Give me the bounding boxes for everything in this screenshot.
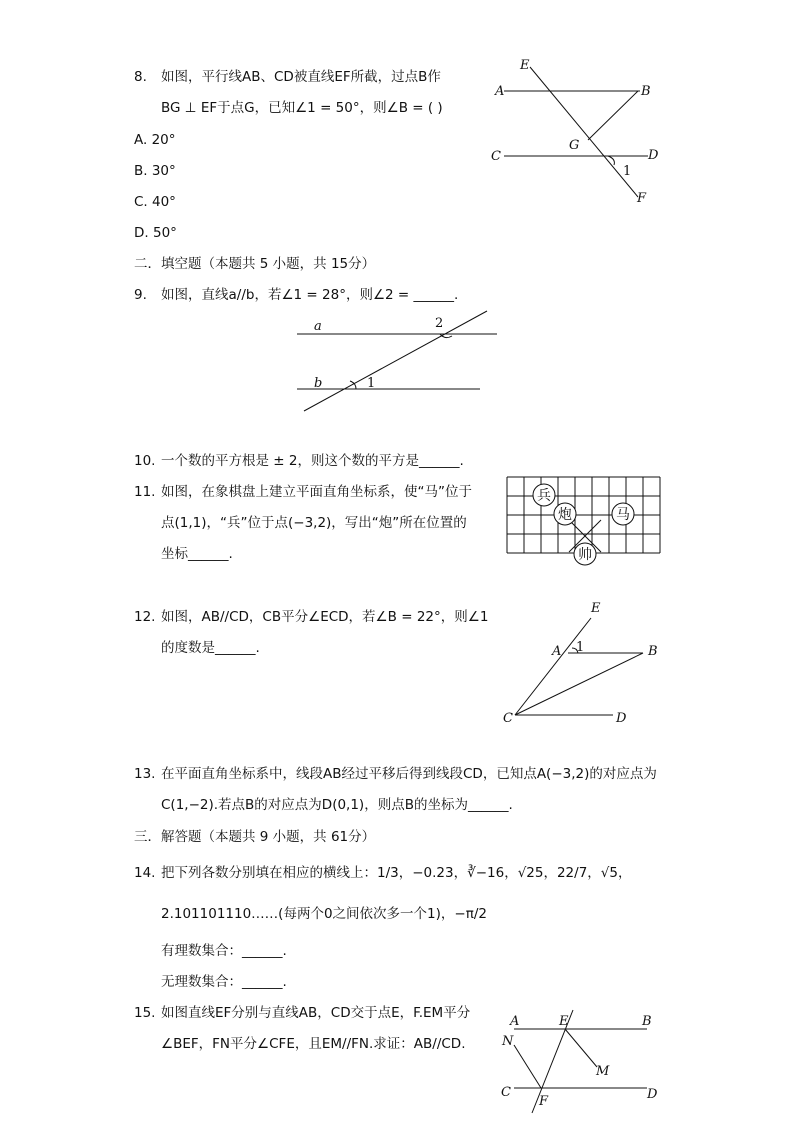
section2-heading: 二．填空题（本题共 5 小题，共 15分） bbox=[134, 256, 376, 272]
q11-text-line1: 如图，在象棋盘上建立平面直角坐标系，使“马”位于 bbox=[161, 484, 472, 500]
q8-label-a: A bbox=[495, 84, 505, 99]
q9-label-b: b bbox=[314, 376, 323, 391]
q11-number: 11. bbox=[134, 484, 156, 500]
q15-label-e: E bbox=[559, 1014, 569, 1029]
piece-pao bbox=[554, 503, 576, 525]
q15-label-c: C bbox=[501, 1085, 511, 1100]
piece-shuai-label: 帅 bbox=[578, 547, 592, 563]
piece-shuai bbox=[574, 543, 596, 565]
q15-label-f: F bbox=[539, 1094, 549, 1109]
q8-label-f: F bbox=[637, 191, 647, 206]
q9-label-2: 2 bbox=[435, 316, 444, 331]
q8-label-d: D bbox=[648, 148, 659, 163]
q9-text: 如图，直线a//b，若∠1 = 28°，则∠2 = ______. bbox=[161, 287, 459, 303]
q12-figure bbox=[495, 598, 670, 728]
q12-text-line1: 如图，AB//CD，CB平分∠ECD，若∠B = 22°，则∠1 bbox=[161, 609, 489, 625]
q12-label-d: D bbox=[616, 711, 627, 726]
q8-option-d: D. 50° bbox=[134, 225, 177, 241]
q8-text-line1: 如图，平行线AB、CD被直线EF所截，过点B作 bbox=[161, 69, 441, 85]
q12-label-a: A bbox=[552, 644, 562, 659]
q15-line-em bbox=[565, 1029, 597, 1067]
q11-text-line3: 坐标______. bbox=[161, 546, 233, 562]
q14-text-line1: 把下列各数分别填在相应的横线上：1/3，−0.23，∛−16，√25，22/7，√5， bbox=[161, 865, 632, 881]
piece-bing bbox=[533, 484, 555, 506]
q8-line-bg bbox=[588, 91, 638, 140]
q15-figure bbox=[495, 1005, 670, 1120]
piece-bing-label: 兵 bbox=[537, 488, 551, 504]
q8-line-ef bbox=[530, 67, 638, 197]
q9-label-a: a bbox=[314, 319, 322, 334]
q15-label-b: B bbox=[642, 1014, 652, 1029]
q13-text-line2: C(1,−2).若点B的对应点为D(0,1)，则点B的坐标为______. bbox=[161, 797, 513, 813]
q14-text-line2: 2.101101110……(每两个0之间依次多一个1)，−π/2 bbox=[161, 906, 487, 922]
q9-figure bbox=[290, 305, 510, 415]
q10-text: 一个数的平方根是 ± 2，则这个数的平方是______. bbox=[161, 453, 464, 469]
q14-rational-set: 有理数集合：______. bbox=[161, 943, 287, 959]
q9-angle-2-arc bbox=[440, 334, 452, 338]
q8-figure bbox=[480, 55, 670, 210]
q15-label-a: A bbox=[510, 1014, 520, 1029]
q13-text-line1: 在平面直角坐标系中，线段AB经过平移后得到线段CD，已知点A(−3,2)的对应点为 bbox=[161, 766, 657, 782]
q8-option-b: B. 30° bbox=[134, 163, 176, 179]
q8-label-g: G bbox=[569, 138, 580, 153]
piece-pao-label: 炮 bbox=[558, 507, 572, 523]
q15-label-n: N bbox=[502, 1034, 514, 1049]
chess-grid bbox=[507, 477, 660, 553]
q15-text-line2: ∠BEF，FN平分∠CFE，且EM//FN.求证：AB//CD. bbox=[161, 1036, 466, 1052]
q14-irrational-set: 无理数集合：______. bbox=[161, 974, 287, 990]
piece-ma bbox=[612, 503, 634, 525]
q11-chess-board bbox=[500, 470, 670, 570]
piece-ma-label: 马 bbox=[616, 507, 630, 523]
q12-line-ce bbox=[515, 618, 591, 715]
q12-number: 12. bbox=[134, 609, 156, 625]
q10-number: 10. bbox=[134, 453, 156, 469]
q15-number: 15. bbox=[134, 1005, 156, 1021]
q8-label-e: E bbox=[520, 58, 530, 73]
q15-label-m: M bbox=[596, 1064, 610, 1079]
q8-label-1: 1 bbox=[623, 164, 632, 179]
q8-label-c: C bbox=[491, 149, 501, 164]
q14-number: 14. bbox=[134, 865, 156, 881]
q12-label-b: B bbox=[648, 644, 658, 659]
q8-number: 8. bbox=[134, 69, 147, 85]
q15-label-d: D bbox=[647, 1087, 658, 1102]
q9-label-1: 1 bbox=[367, 376, 376, 391]
q12-label-e: E bbox=[591, 601, 601, 616]
q12-text-line2: 的度数是______. bbox=[161, 640, 260, 656]
q8-label-b: B bbox=[641, 84, 651, 99]
q12-label-c: C bbox=[503, 711, 513, 726]
q8-text-line2: BG ⊥ EF于点G，已知∠1 = 50°，则∠B = ( ) bbox=[161, 100, 443, 116]
q9-number: 9. bbox=[134, 287, 147, 303]
q8-angle-1-arc bbox=[608, 156, 614, 165]
q11-text-line2: 点(1,1)，“兵”位于点(−3,2)，写出“炮”所在位置的 bbox=[161, 515, 467, 531]
q8-option-a: A. 20° bbox=[134, 132, 176, 148]
q9-transversal bbox=[304, 311, 487, 411]
q12-label-1: 1 bbox=[576, 640, 585, 655]
q13-number: 13. bbox=[134, 766, 156, 782]
q12-line-cb bbox=[515, 653, 643, 715]
q8-option-c: C. 40° bbox=[134, 194, 176, 210]
q15-text-line1: 如图直线EF分别与直线AB，CD交于点E，F.EM平分 bbox=[161, 1005, 471, 1021]
q15-line-fn bbox=[514, 1045, 541, 1088]
section3-heading: 三．解答题（本题共 9 小题，共 61分） bbox=[134, 829, 376, 845]
